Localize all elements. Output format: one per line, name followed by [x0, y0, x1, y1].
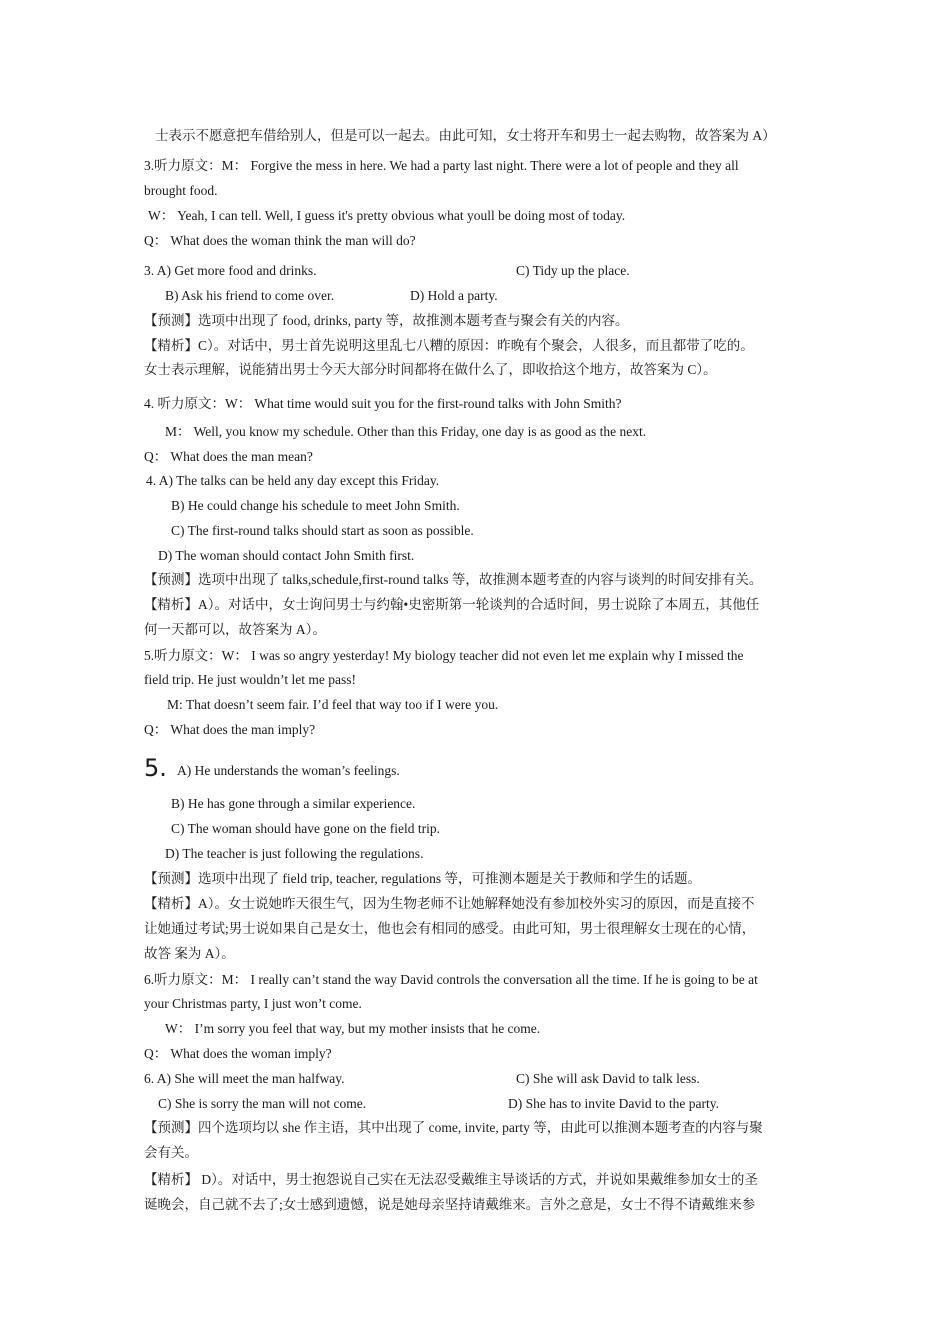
text-line: 【精析】A）。女士说她昨天很生气，因为生物老师不让她解释她没有参加校外实习的原因，而是直接不: [144, 896, 755, 911]
text-line: Q： What does the woman imply?: [144, 1046, 332, 1061]
text-line: C) The woman should have gone on the field trip.: [171, 821, 440, 836]
text-line: C) She will ask David to talk less.: [516, 1071, 700, 1086]
text-line: 诞晚会，自己就不去了;女士感到遗憾，说是她母亲坚持请戴维来。言外之意是，女士不得不请戴维来参: [144, 1197, 756, 1212]
text-line: 5.听力原文：W： I was so angry yesterday! My biology teacher did not even let me explain why I missed the: [144, 648, 744, 663]
text-line: 让她通过考试;男士说如果自己是女士，他也会有相同的感受。由此可知，男士很理解女士现在的心情，: [144, 921, 756, 936]
text-line: D) She has to invite David to the party.: [508, 1096, 719, 1111]
text-line: Q： What does the man imply?: [144, 722, 316, 737]
text-line: 3.听力原文：M： Forgive the mess in here. We had a party last night. There were a lot of people and they all: [144, 158, 739, 173]
text-line: M： Well, you know my schedule. Other than this Friday, one day is as good as the next.: [165, 424, 647, 439]
text-line: 【精析】C）。对话中，男士首先说明这里乱七八糟的原因：昨晚有个聚会，人很多，而且都带了吃的。: [144, 338, 754, 353]
text-line: 【预测】选项中出现了 food, drinks, party 等，故推测本题考查与聚会有关的内容。: [144, 313, 629, 328]
text-line: Q： What does the man mean?: [144, 449, 313, 464]
text-line: W： I’m sorry you feel that way, but my mother insists that he come.: [165, 1021, 541, 1036]
text-line: 【预测】选项中出现了 talks,schedule,first-round talks 等，故推测本题考查的内容与谈判的时间安排有关。: [144, 572, 763, 587]
text-line: your Christmas party, I just won’t come.: [144, 996, 362, 1011]
text-line: D) The teacher is just following the regulations.: [165, 846, 424, 861]
text-line: B) He has gone through a similar experience.: [171, 796, 416, 811]
text-line: C) She is sorry the man will not come.: [158, 1096, 367, 1111]
text-line: C) Tidy up the place.: [516, 263, 630, 278]
text-line: 【预测】四个选项均以 she 作主语，其中出现了 come, invite, party 等，由此可以推测本题考查的内容与聚: [144, 1120, 763, 1135]
text-line: 6.听力原文：M： I really can’t stand the way David controls the conversation all the time. If he is going to be at: [144, 972, 758, 987]
text-line: A) He understands the woman’s feelings.: [177, 763, 400, 778]
text-line: brought food.: [144, 183, 218, 198]
text-line: W： Yeah, I can tell. Well, I guess it's pretty obvious what youll be doing most of today.: [148, 208, 626, 223]
text-line: 3. A) Get more food and drinks.: [144, 263, 317, 278]
text-line: 故答 案为 A）。: [144, 946, 235, 961]
text-line: 【精析】 D）。对话中，男士抱怨说自己实在无法忍受戴维主导谈话的方式，并说如果戴维参加女士的圣: [144, 1172, 758, 1187]
text-line: 女士表示理解，说能猜出男士今天大部分时间都将在做什么了，即收拾这个地方，故答案为 C）。: [144, 362, 717, 377]
text-line: M: That doesn’t seem fair. I’d feel that way too if I were you.: [167, 697, 499, 712]
text-line: 何一天都可以，故答案为 A）。: [144, 622, 326, 637]
text-line: field trip. He just wouldn’t let me pass!: [144, 672, 356, 687]
text-line: 6. A) She will meet the man halfway.: [144, 1071, 345, 1086]
text-line: B) Ask his friend to come over.: [165, 288, 335, 303]
text-line: B) He could change his schedule to meet John Smith.: [171, 498, 460, 513]
text-line: D) Hold a party.: [410, 288, 498, 303]
text-line: 会有关。: [144, 1145, 198, 1160]
text-line: D) The woman should contact John Smith first.: [158, 548, 415, 563]
text-line: 【预测】选项中出现了 field trip, teacher, regulations 等，可推测本题是关于教师和学生的话题。: [144, 871, 702, 886]
text-line: 4. 听力原文：W： What time would suit you for the first-round talks with John Smith?: [144, 396, 622, 411]
text-line: 士表示不愿意把车借给别人，但是可以一起去。由此可知，女士将开车和男士一起去购物，故答案为 A）: [155, 128, 776, 143]
text-line: Q： What does the woman think the man will do?: [144, 233, 416, 248]
question-number: 5.: [144, 754, 167, 782]
text-line: 4. A) The talks can be held any day except this Friday.: [146, 473, 440, 488]
text-line: C) The first-round talks should start as soon as possible.: [171, 523, 474, 538]
text-line: 【精析】A）。对话中，女士询问男士与约翰•史密斯第一轮谈判的合适时间，男士说除了本周五，其他任: [144, 597, 760, 612]
